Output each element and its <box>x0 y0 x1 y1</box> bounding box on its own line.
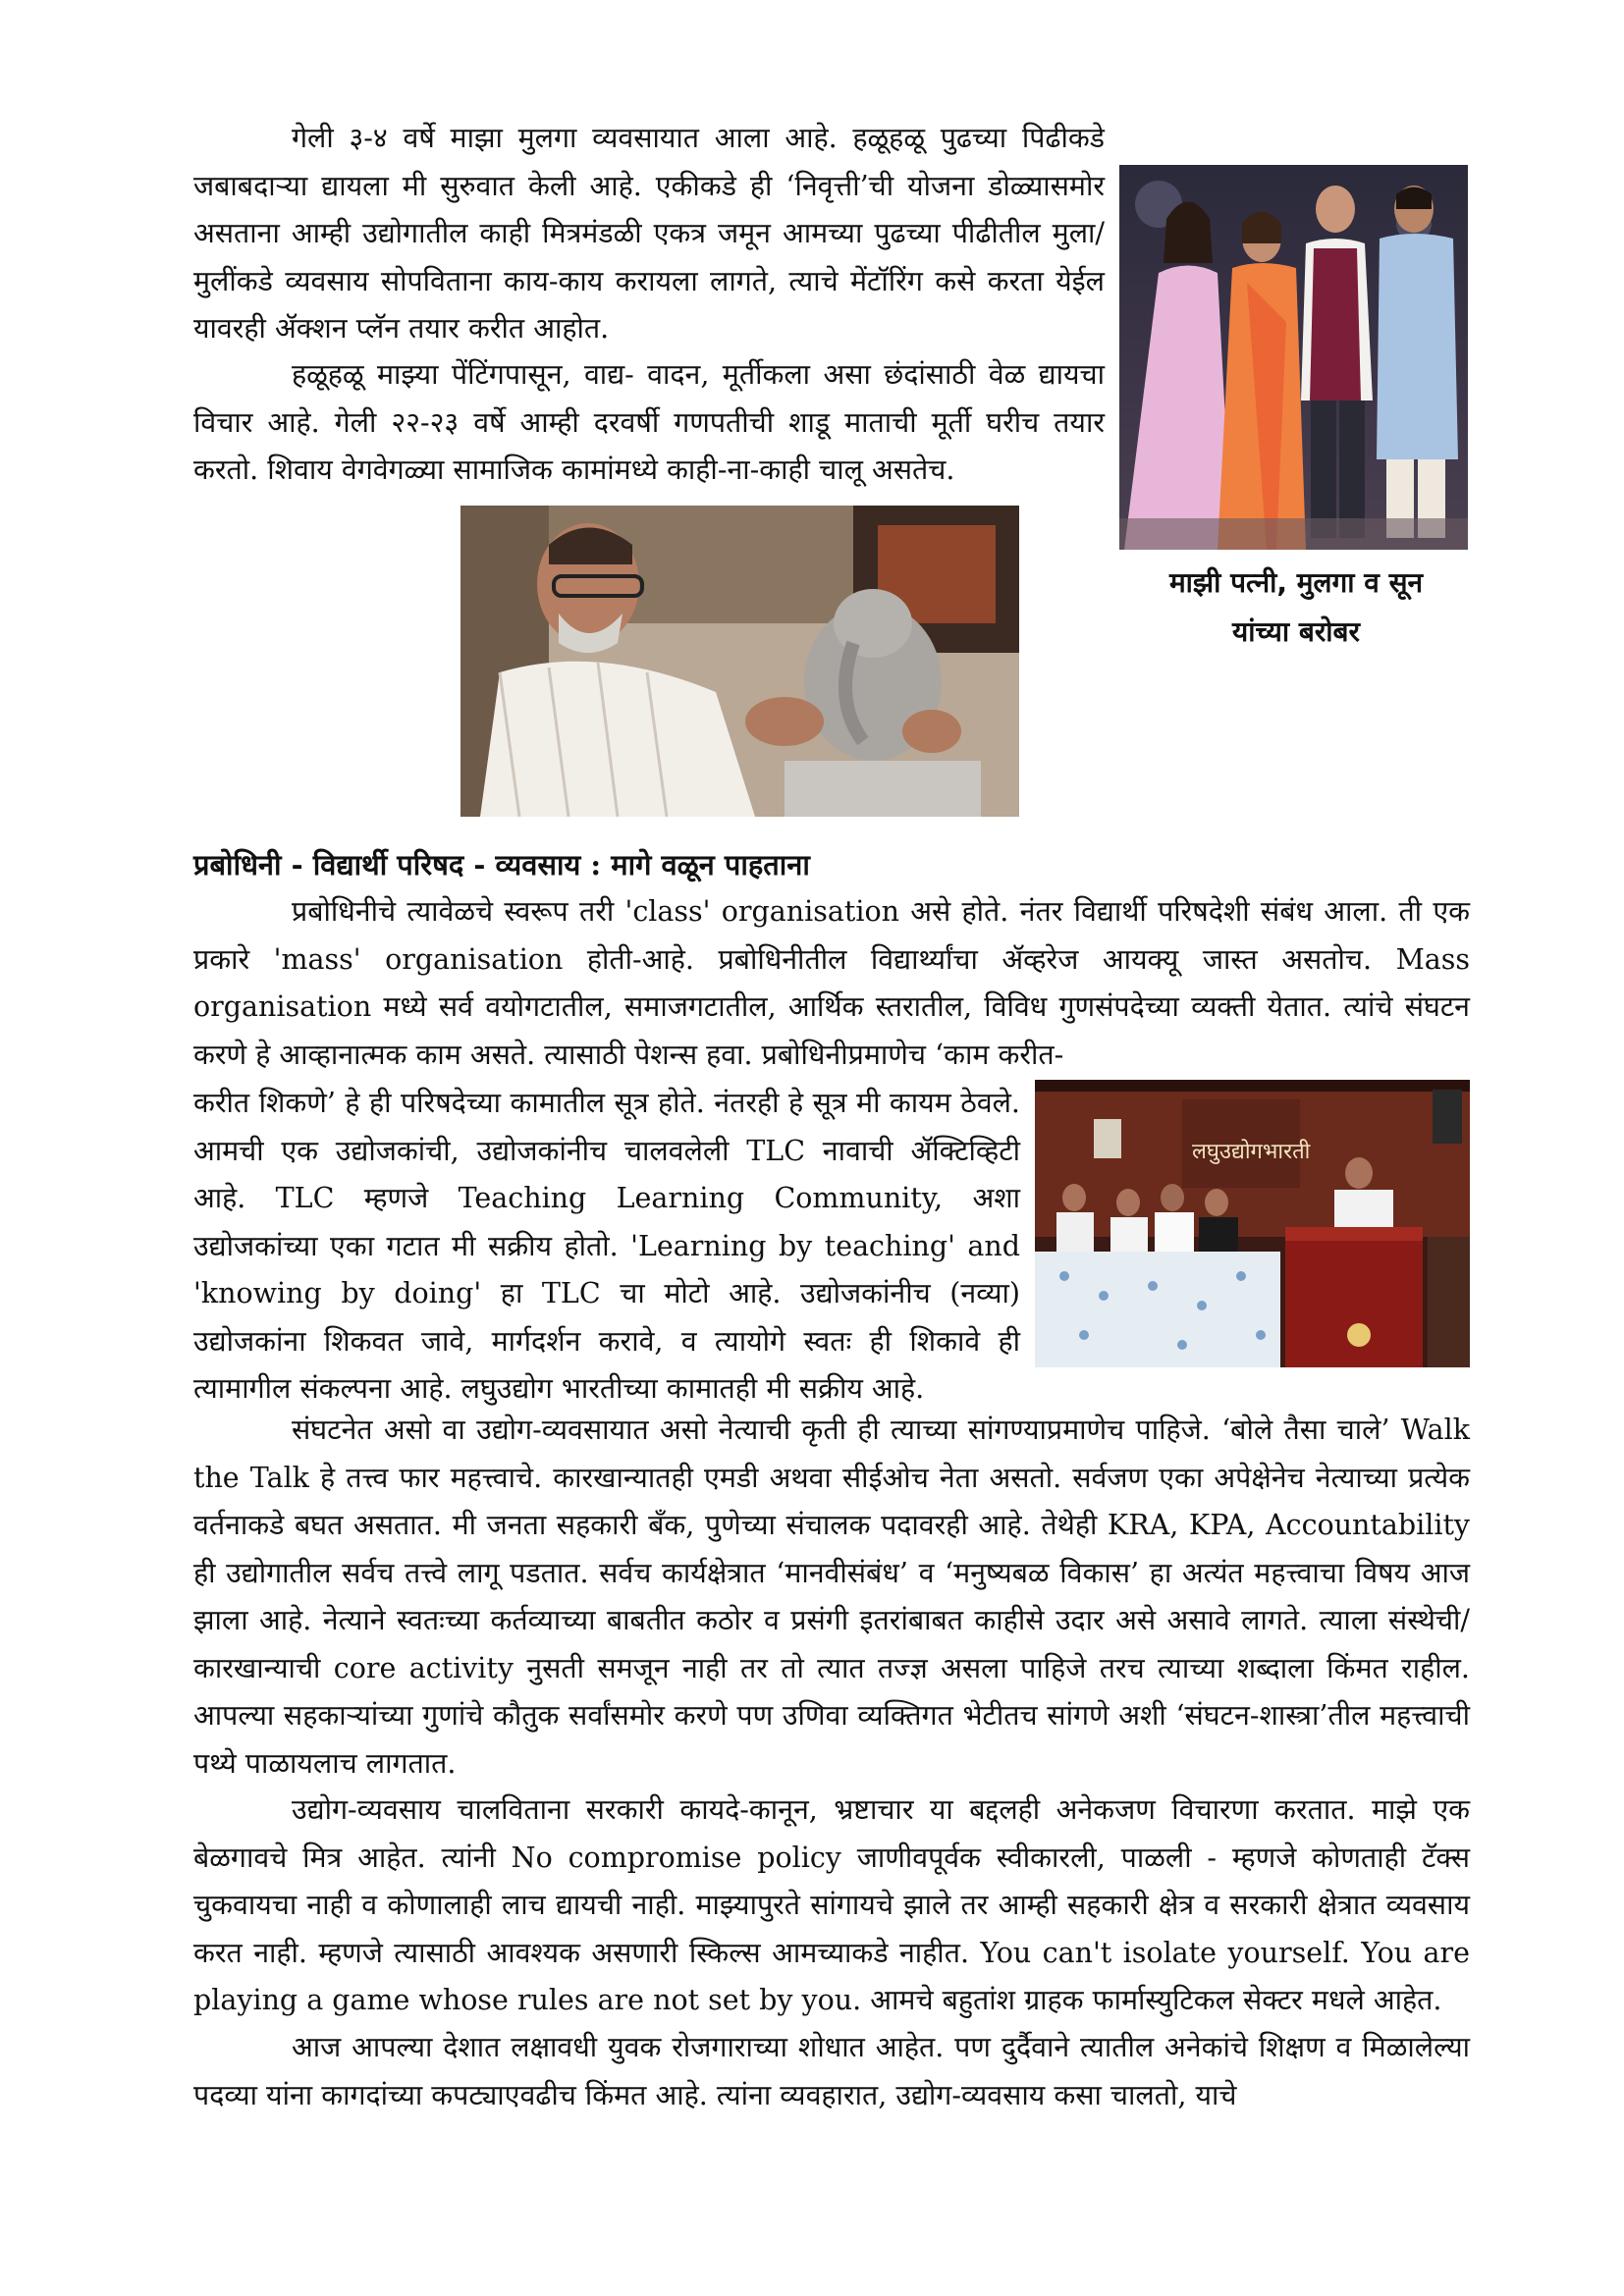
paragraph-leadership: संघटनेत असो वा उद्योग-व्यवसायात असो नेत्याची कृती ही त्याच्या सांगण्याप्रमाणेच पाहिजे. ‘बोले तैसा चाले’ Walk the Talk हे तत्त्व फार महत्त्वाचे. कारखान्यातही एमडी अथवा सीईओच नेता असतो. सर्वजण एका अपेक्षेनेच नेत्याच्या प्रत्येक वर्तनाकडे बघत असतात. मी जनता सहकारी बँक, पुणेच्या संचालक पदावरही आहे. तेथेही KRA, KPA, Accountability ही उद्योगातील सर्वच तत्त्वे लागू पडतात. सर्वच कार्यक्षेत्रात ‘मानवीसंबंध’ व ‘मनुष्यबळ विकास’ हा अत्यंत महत्त्वाचा विषय आज झाला आहे. नेत्याने स्वतःच्या कर्तव्याच्या बाबतीत कठोर व प्रसंगी इतरांबाबत काहीसे उदार असे असावे लागते. त्याला संस्थेची/ कारखान्याची core activity नुसती समजून नाही तर तो त्यात तज्ज्ञ असला पाहिजे तरच त्याच्या शब्दाला किंमत राहील. आपल्या सहकाऱ्यांच्या गुणांचे कौतुक सर्वांसमोर करणे पण उणिवा व्यक्तिगत भेटीतच सांगणे अशी ‘संघटन-शास्त्रा’तील महत्त्वाची पथ्ये पाळायलाच लागतात. <box>193 1414 1470 1780</box>
banner-text: लघुउद्योगभारती <box>1192 1140 1311 1164</box>
family-photo-caption-line1: माझी पत्नी, मुलगा व सून <box>1168 566 1424 599</box>
paragraph-tlc: करीत शिकणे’ हे ही परिषदेच्या कामातील सूत्र होते. नंतरही हे सूत्र मी कायम ठेवले. आमची एक उद्योजकांची, उद्योजकांनीच चालवलेली TLC नावाची ॲक्टिव्हिटी आहे. TLC म्हणजे Teaching Learning Community, अशा उद्योजकांच्या एका गटात मी सक्रीय होतो. 'Learning by teaching' and 'knowing by doing' हा TLC चा मोटो आहे. उद्योजकांनीच (नव्या) उद्योजकांना शिकवत जावे, मार्गदर्शन करावे, व त्यायोगे स्वतः ही शिकावे ही त्यामागील संकल्पना आहे. लघुउद्योग भारतीच्या कामातही मी सक्रीय आहे. <box>193 1087 1020 1405</box>
sculpting-ganesh-photo <box>460 506 1019 817</box>
laghu-udyog-bharati-event-photo <box>1035 1080 1470 1367</box>
family-photo-caption-line2: यांच्या बरोबर <box>1232 615 1360 648</box>
paragraph-next-generation: गेली ३-४ वर्षे माझा मुलगा व्यवसायात आला आहे. हळूहळू पुढच्या पिढीकडे जबाबदाऱ्या द्यायला मी सुरुवात केली आहे. एकीकडे ही ‘निवृत्ती’ची योजना डोळ्यासमोर असताना आम्ही उद्योगातील काही मित्रमंडळी एकत्र जमून आमच्या पुढच्या पीढीतील मुला/मुलींकडे व्यवसाय सोपविताना काय-काय करायला लागते, त्याचे मेंटॉरिंग कसे करता येईल यावरही ॲक्शन प्लॅन तयार करीत आहोत. <box>193 122 1105 345</box>
section-heading: प्रबोधिनी - विद्यार्थी परिषद - व्यवसाय : मागे वळून पाहताना <box>193 848 810 881</box>
paragraph-hobbies: हळूहळू माझ्या पेंटिंगपासून, वाद्य- वादन, मूर्तीकला असा छंदांसाठी वेळ द्यायचा विचार आहे. गेली २२-२३ वर्षे आम्ही दरवर्षी गणपतीची शाडू माताची मूर्ती घरीच तयार करतो. शिवाय वेगवेगळ्या सामाजिक कामांमध्ये काही-ना-काही चालू असतेच. <box>193 358 1105 486</box>
paragraph-no-compromise: उद्योग-व्यवसाय चालविताना सरकारी कायदे-कानून, भ्रष्टाचार या बद्दलही अनेकजण विचारणा करतात. माझे एक बेळगावचे मित्र आहेत. त्यांनी No compromise policy जाणीवपूर्वक स्वीकारली, पाळली - म्हणजे कोणताही टॅक्स चुकवायचा नाही व कोणालाही लाच द्यायची नाही. माझ्यापुरते सांगायचे झाले तर आम्ही सहकारी क्षेत्र व सरकारी क्षेत्रात व्यवसाय करत नाही. म्हणजे त्यासाठी आवश्यक असणारी स्किल्स आमच्याकडे नाहीत. You can't isolate yourself. You are playing a game whose rules are not set by you. आमचे बहुतांश ग्राहक फार्मास्युटिकल सेक्टर मधले आहेत. <box>193 1793 1470 2016</box>
paragraph-prabodhini: प्रबोधिनीचे त्यावेळचे स्वरूप तरी 'class' organisation असे होते. नंतर विद्यार्थी परिषदेशी संबंध आला. ती एक प्रकारे 'mass' organisation होती-आहे. प्रबोधिनीतील विद्यार्थ्यांचा ॲव्हरेज आयक्यू जास्त असतोच. Mass organisation मध्ये सर्व वयोगटातील, समाजगटातील, आर्थिक स्तरातील, विविध गुणसंपदेच्या व्यक्ती येतात. त्यांचे संघटन करणे हे आव्हानात्मक काम असते. त्यासाठी पेशन्स हवा. प्रबोधिनीप्रमाणेच ‘काम करीत- <box>193 895 1470 1071</box>
paragraph-youth-employment: आज आपल्या देशात लक्षावधी युवक रोजगाराच्या शोधात आहेत. पण दुर्दैवाने त्यातील अनेकांचे शिक्षण व मिळालेल्या पदव्या यांना कागदांच्या कपट्याएवढीच किंमत आहे. त्यांना व्यवहारात, उद्योग-व्यवसाय कसा चालतो, याचे <box>193 2031 1470 2111</box>
family-photo <box>1119 165 1468 550</box>
